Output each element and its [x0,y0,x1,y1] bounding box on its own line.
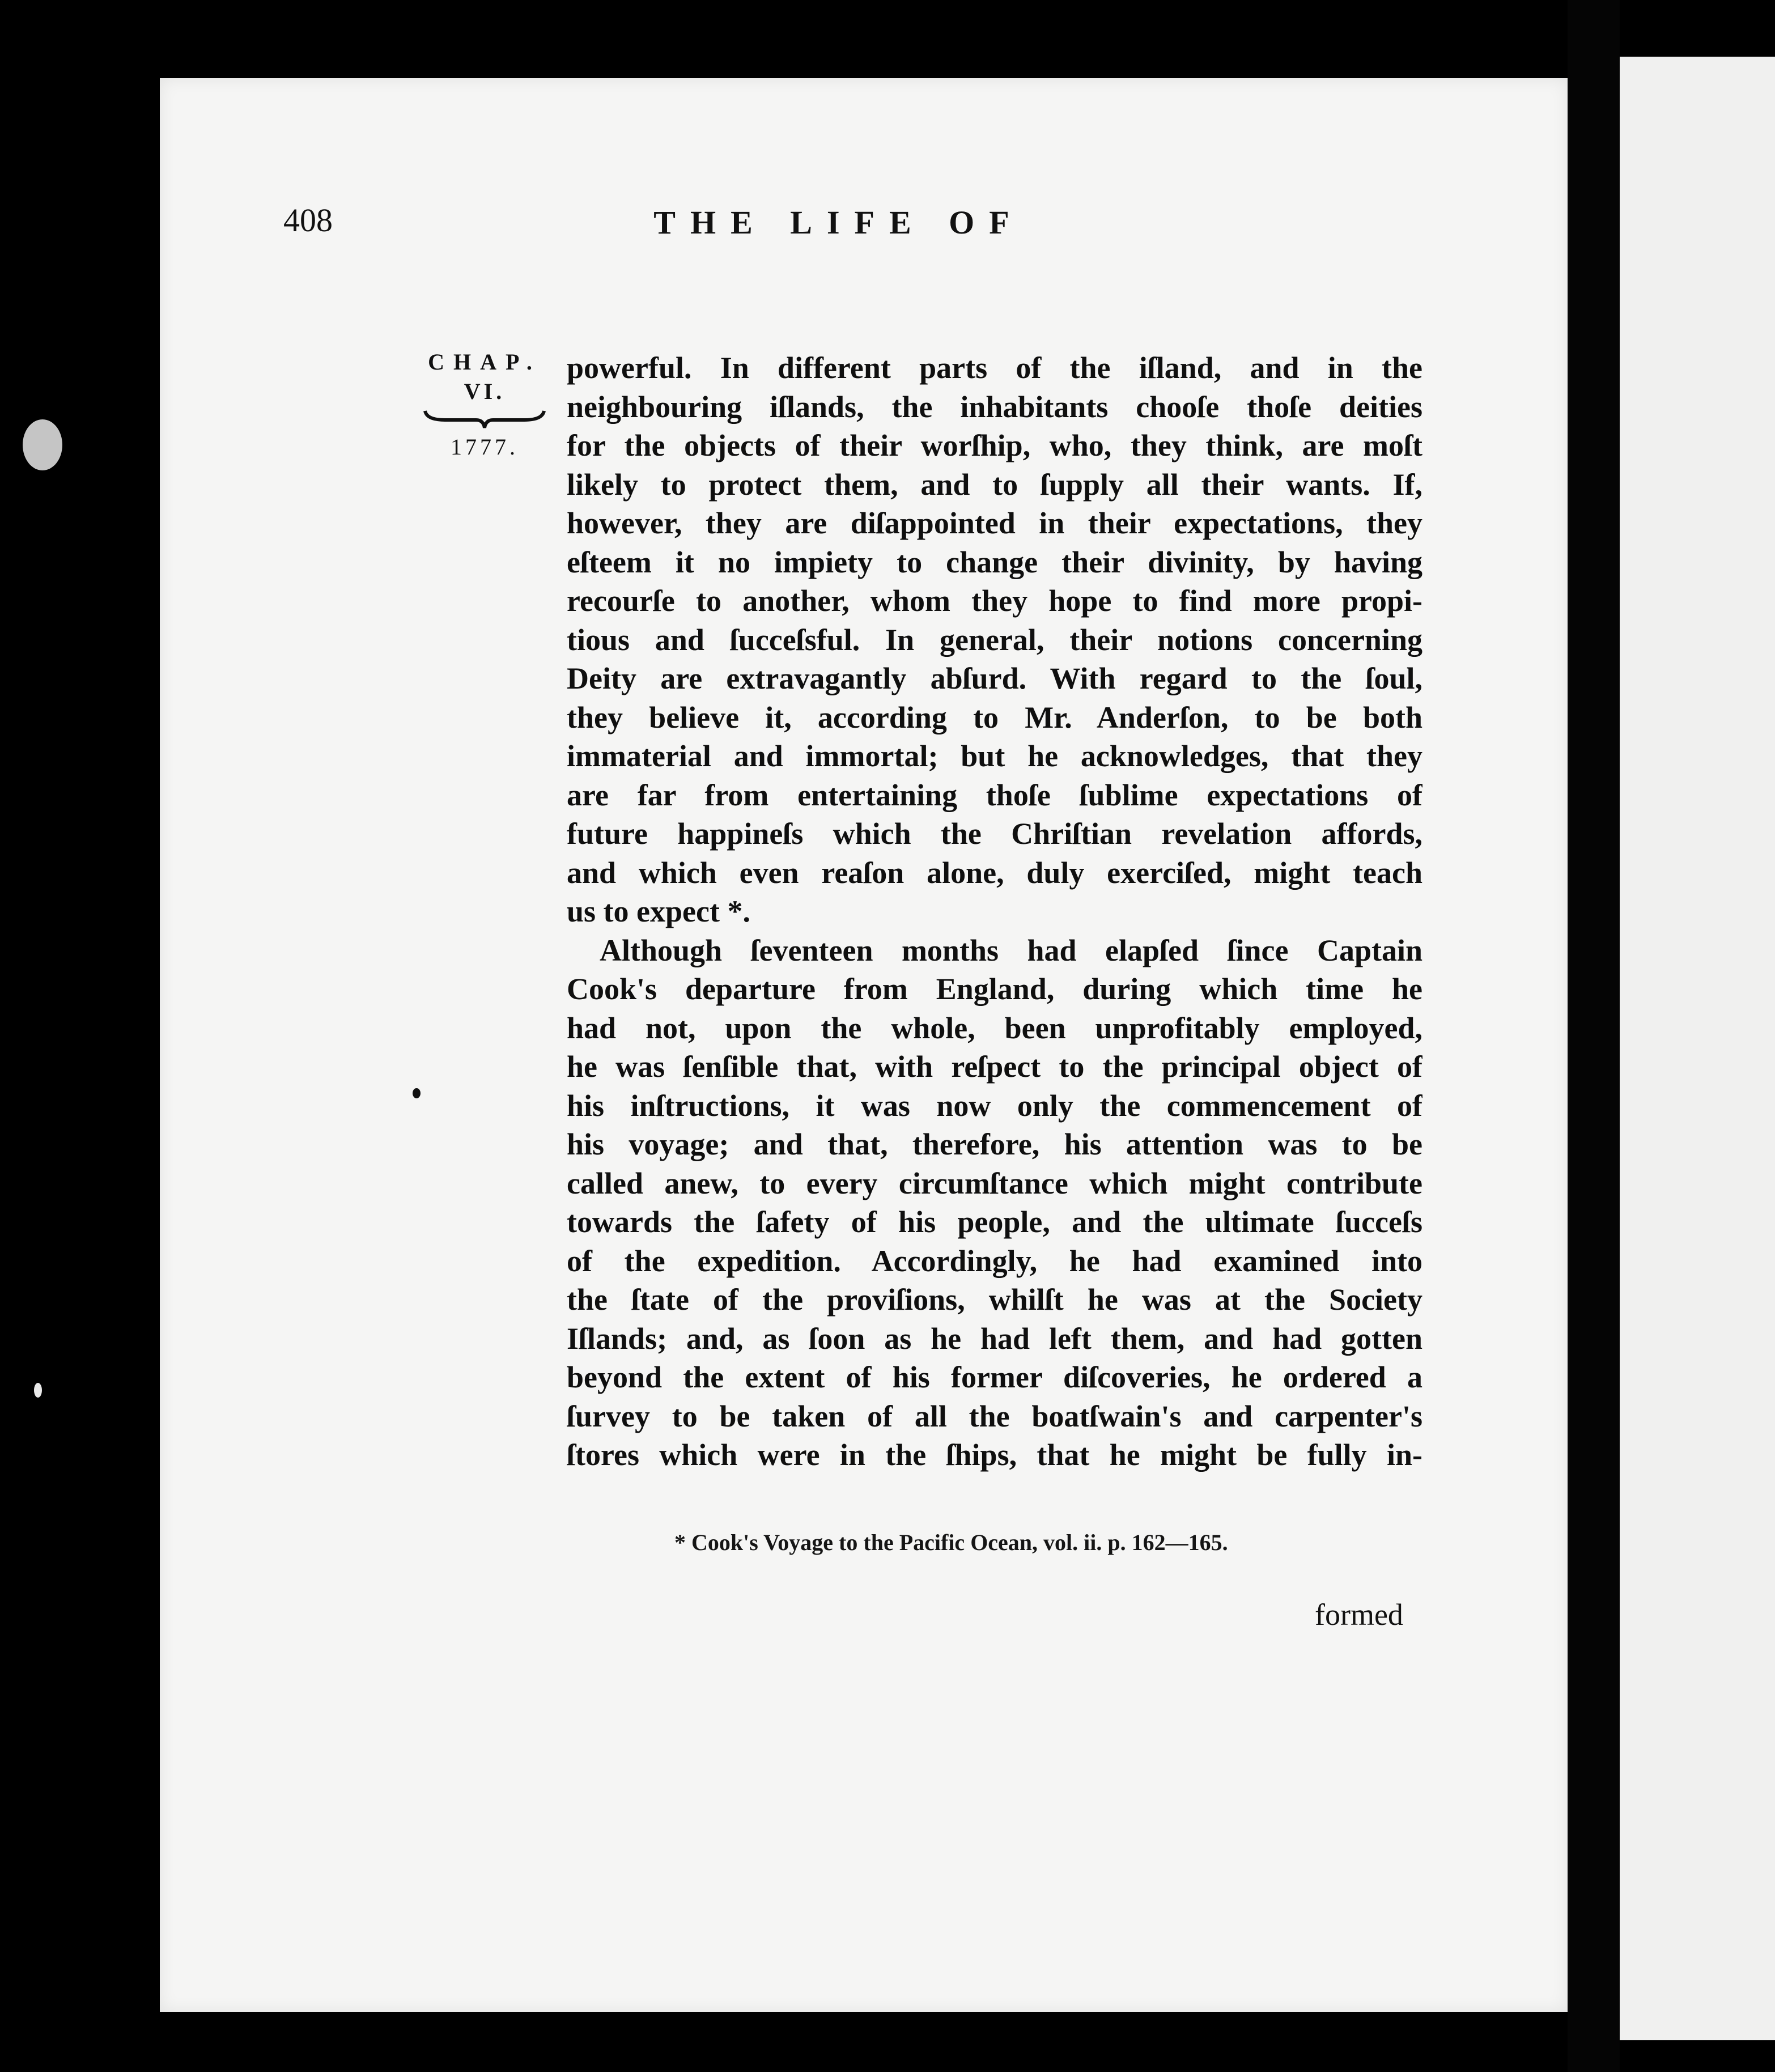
margin-year: 1777. [451,434,519,460]
text-line: Cook's departure from England, during which time he [567,972,1422,1006]
catchword: formed [1315,1598,1403,1632]
text-line: ſurvey to be taken of all the boatſwain's and carpenter's [567,1399,1422,1433]
text-line: for the objects of their worſhip, who, they think, are moſt [567,428,1422,462]
text-line: eſteem it no impiety to change their divinity, by having [567,545,1422,579]
brace-icon [422,407,547,430]
text-line: they believe it, according to Mr. Anderſon, to be both [567,700,1422,734]
running-head [283,201,1394,264]
page-number: 408 [283,202,333,239]
text-line: us to expect *. [567,894,750,928]
text-line: he was ſenſible that, with reſpect to the principal object of [567,1050,1422,1084]
footnote: * Cook's Voyage to the Pacific Ocean, vol. ii. p. 162—165. [674,1530,1228,1555]
text-line: are far from entertaining thoſe ſublime expectations of [567,778,1422,812]
chapter-number: VI. [464,379,506,404]
text-line: powerful. In different parts of the iſland, and in the [567,351,1422,385]
text-line: Although ſeventeen months had elapſed ſince Captain [600,933,1422,967]
page-speck [413,1088,421,1098]
body-text [567,349,1422,1475]
text-line: likely to protect them, and to ſupply all their wants. If, [567,467,1422,502]
text-line: however, they are diſappointed in their expectations, they [567,506,1422,540]
text-line: future happineſs which the Chriſtian revelation affords, [567,817,1422,851]
facing-page-edge [1620,57,1775,2040]
running-title: THE LIFE OF [653,204,1024,241]
text-line: tious and ſucceſsful. In general, their notions concerning [567,622,1422,657]
chapter-label: CHAP. [428,349,541,375]
text-line: had not, upon the whole, been unprofitably employed, [567,1010,1422,1045]
scan-speck [23,419,62,470]
text-line: the ſtate of the proviſions, whilſt he was at the Society [567,1283,1422,1317]
text-line: called anew, to every circumſtance which might contribute [567,1166,1422,1200]
text-line: neighbouring iſlands, the inhabitants chooſe thoſe deities [567,389,1422,424]
margin-note [419,349,550,464]
text-line: recourſe to another, whom they hope to find more propi- [567,584,1422,618]
text-line: ſtores which were in the ſhips, that he might be fully in- [567,1438,1422,1472]
text-line: his inſtructions, it was now only the commencement of [567,1088,1422,1123]
scan-speck [34,1383,42,1398]
page-gutter [1568,0,1620,2072]
text-line: his voyage; and that, therefore, his attention was to be [567,1127,1422,1161]
text-line: of the expedition. Accordingly, he had examined into [567,1243,1422,1278]
text-line: Deity are extravagantly abſurd. With regard to the ſoul, [567,661,1422,695]
text-line: Iſlands; and, as ſoon as he had left them, and had gotten [567,1321,1422,1356]
text-line: beyond the extent of his former diſcoveries, he ordered a [567,1360,1422,1394]
text-line: and which even reaſon alone, duly exerciſed, might teach [567,855,1422,890]
text-line: towards the ſafety of his people, and the ultimate ſucceſs [567,1205,1422,1239]
text-line: immaterial and immortal; but he acknowledges, that they [567,739,1422,773]
